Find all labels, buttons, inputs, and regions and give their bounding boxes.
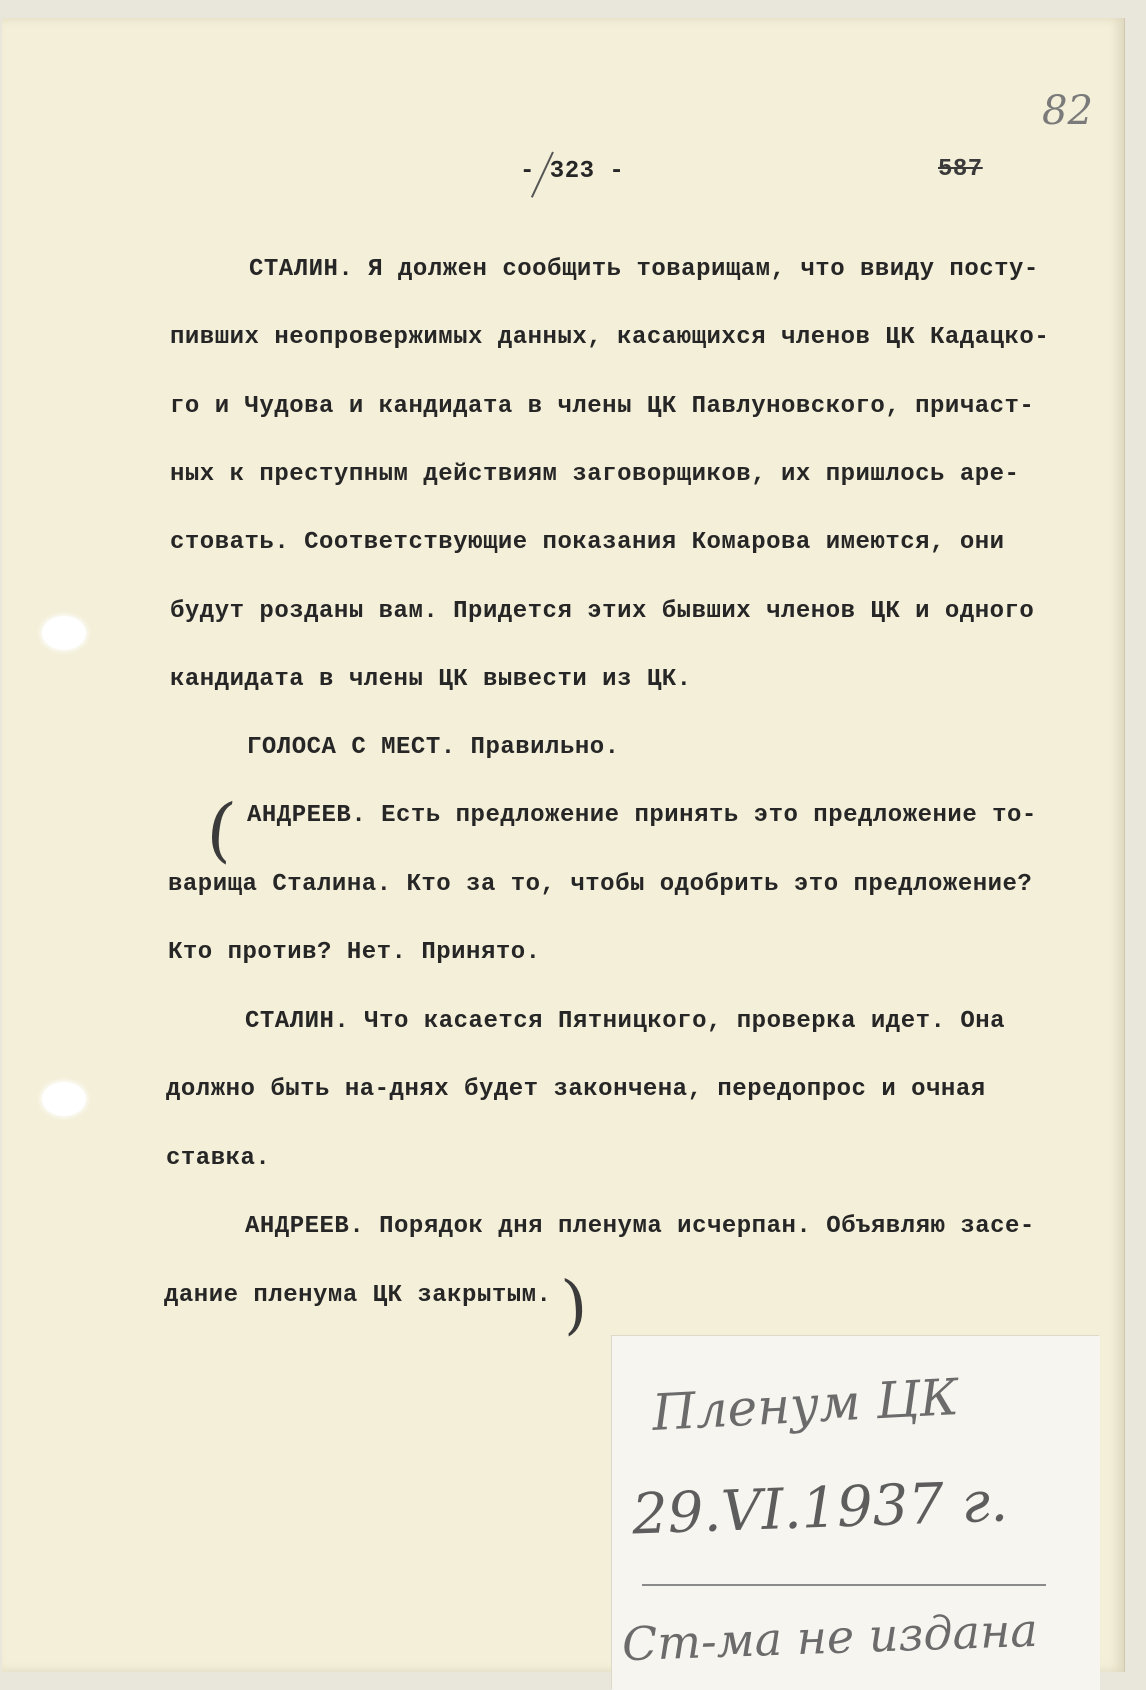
text-line: дание пленума ЦК закрытым. <box>164 1282 552 1309</box>
text-line: СТАЛИН. Что касается Пятницкого, проверка идет. Она <box>245 1008 1006 1035</box>
text-line: должно быть на-днях будет закончена, передопрос и очная <box>166 1076 986 1103</box>
old-page-number: 587 <box>938 156 983 183</box>
note-divider <box>642 1584 1046 1586</box>
archive-folio-number: 82 <box>1042 88 1093 134</box>
text-line: кандидата в члены ЦК вывести из ЦК. <box>170 666 692 693</box>
punch-hole-top <box>42 616 86 650</box>
note-line-status: Ст-ма не издана <box>621 1602 1039 1672</box>
text-line: стовать. Соответствующие показания Комарова имеются, они <box>170 529 1005 556</box>
text-line: АНДРЕЕВ. Есть предложение принять это предложение то- <box>247 802 1037 829</box>
text-line: го и Чудова и кандидата в члены ЦК Павлуновского, причаст- <box>170 393 1035 420</box>
text-line: будут розданы вам. Придется этих бывших членов ЦК и одного <box>170 598 1035 625</box>
punch-hole-bottom <box>42 1082 86 1116</box>
text-line: варища Сталина. Кто за то, чтобы одобрить это предложение? <box>168 871 1033 898</box>
text-line: ГОЛОСА С МЕСТ. Правильно. <box>247 734 620 761</box>
text-line: СТАЛИН. Я должен сообщить товарищам, что ввиду посту- <box>249 256 1039 283</box>
pasted-handwritten-note <box>612 1336 1100 1690</box>
text-line: пивших неопровержимых данных, касающихся членов ЦК Кадацко- <box>170 324 1050 351</box>
handwritten-close-bracket: ) <box>559 1267 590 1343</box>
document-page <box>2 18 1124 1672</box>
page-number: - 323 - <box>520 158 625 185</box>
text-line: АНДРЕЕВ. Порядок дня пленума исчерпан. Объявляю засе- <box>245 1213 1035 1240</box>
text-line: ных к преступным действиям заговорщиков, их пришлось аре- <box>170 461 1020 488</box>
handwritten-open-bracket: ( <box>202 786 239 872</box>
text-line: ставка. <box>166 1145 271 1172</box>
text-line: Кто против? Нет. Принято. <box>168 939 541 966</box>
note-line-plenum: Пленум ЦК <box>650 1368 960 1442</box>
note-line-date: 29.VI.1937 г. <box>630 1469 1009 1548</box>
